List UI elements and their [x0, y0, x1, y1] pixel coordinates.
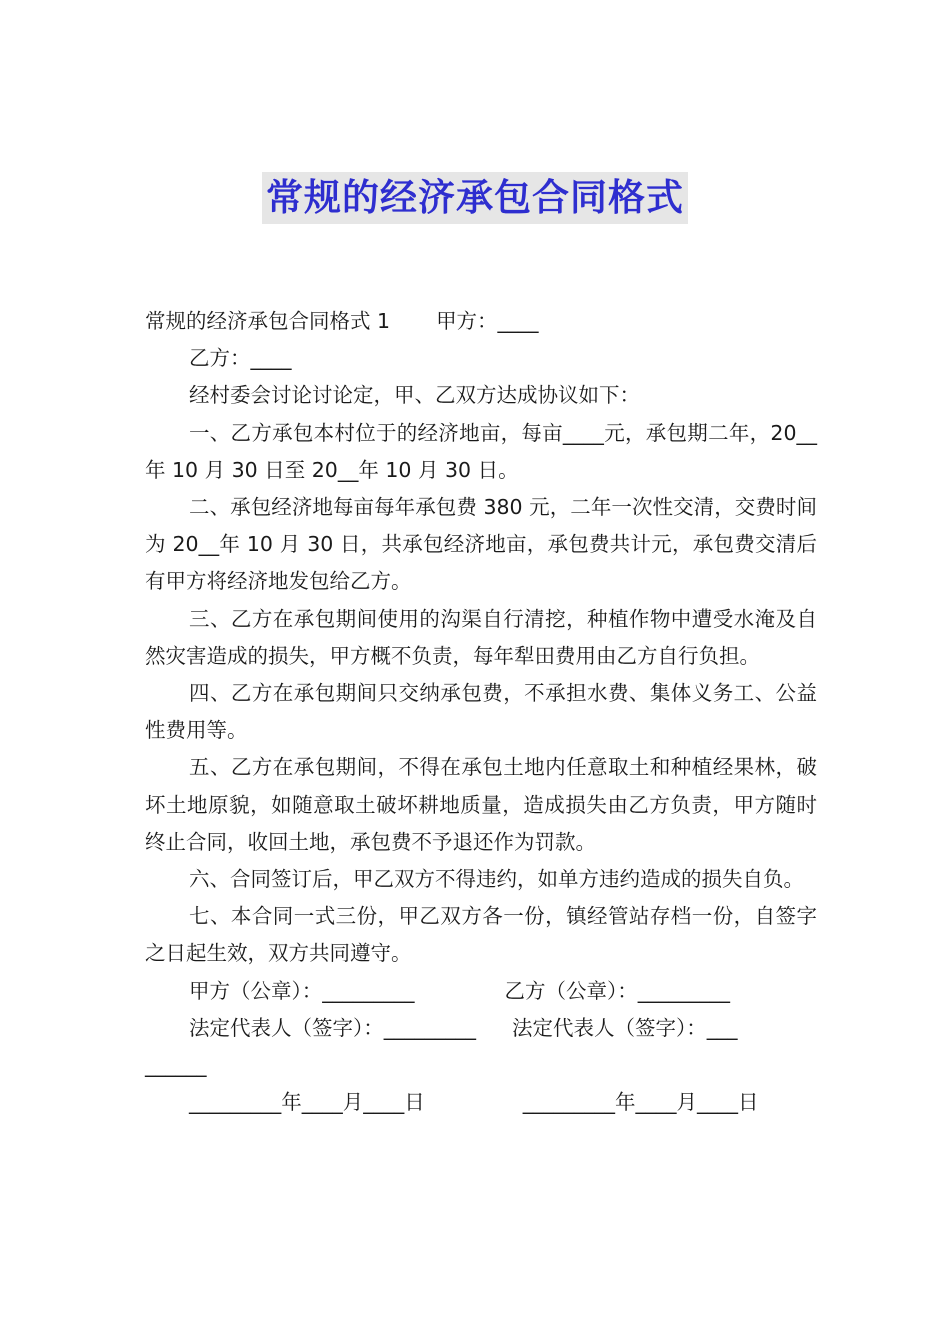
- contract-heading: 常规的经济承包合同格式 1: [145, 309, 391, 333]
- contract-body: [145, 303, 817, 1121]
- party-b-date: _________年____月____日: [522, 1090, 759, 1115]
- party-b-representative-cont: ______: [145, 1053, 207, 1078]
- clause-3: 三、乙方在承包期间使用的沟渠自行清挖，种植作物中遭受水淹及自然灾害造成的损失，甲方概不负责，每年犁田费用由乙方自行负担。: [145, 606, 817, 668]
- party-a-representative: 法定代表人（签字）：_________: [189, 1015, 476, 1040]
- party-a-date: _________年____月____日: [189, 1090, 425, 1115]
- representative-line: [145, 1010, 817, 1047]
- representative-line-cont: [145, 1047, 817, 1084]
- clause-4: 四、乙方在承包期间只交纳承包费，不承担水费、集体义务工、公益性费用等。: [145, 681, 817, 743]
- clause-6: 六、合同签订后，甲乙双方不得违约，如单方违约造成的损失自负。: [189, 867, 804, 892]
- party-a-seal: 甲方（公章）：_________: [189, 978, 415, 1003]
- party-b-seal: 乙方（公章）：_________: [504, 978, 730, 1003]
- clause-7: 七、本合同一式三份，甲乙双方各一份，镇经管站存档一份，自签字之日起生效，双方共同遵守。: [145, 904, 817, 966]
- party-b-representative: 法定代表人（签字）：___: [512, 1015, 738, 1040]
- heading-line: [145, 303, 817, 340]
- clause-2: 二、承包经济地每亩每年承包费 380 元，二年一次性交清，交费时间为 20__年 10 月 30 日，共承包经济地亩，承包费共计元，承包费交清后有甲方将经济地发包给乙方。: [145, 495, 817, 594]
- party-a-line: 甲方：____: [436, 309, 539, 333]
- document-title: [0, 172, 950, 224]
- clause-5: 五、乙方在承包期间，不得在承包土地内任意取土和种植经果林，破坏土地原貌，如随意取土破坏耕地质量，造成损失由乙方负责，甲方随时终止合同，收回土地，承包费不予退还作为罚款。: [145, 755, 817, 854]
- date-line: [145, 1084, 817, 1121]
- party-b-line: 乙方：____: [189, 346, 292, 371]
- seal-line: [145, 973, 817, 1010]
- document-title-text: 常规的经济承包合同格式: [262, 172, 688, 224]
- clause-1: 一、乙方承包本村位于的经济地亩，每亩____元，承包期二年，20__年 10 月 30 日至 20__年 10 月 30 日。: [145, 420, 817, 482]
- preamble: 经村委会讨论讨论定，甲、乙双方达成协议如下：: [189, 383, 640, 408]
